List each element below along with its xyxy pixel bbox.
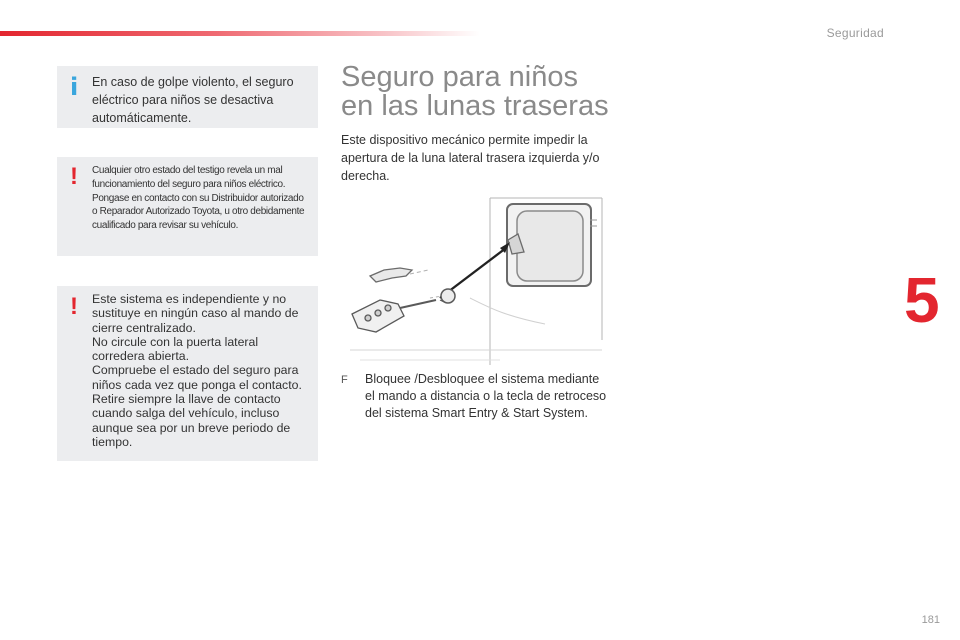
warning-note-system <box>57 286 318 461</box>
info-note-text: En caso de golpe violento, el seguro eléctrico para niños se desactiva automáticamente. <box>92 75 294 125</box>
warning-exclamation-icon: ! <box>70 293 78 320</box>
page-number: 181 <box>921 614 940 626</box>
warning-exclamation-icon: ! <box>70 163 78 190</box>
page-title: Seguro para niños en las lunas traseras <box>341 61 609 122</box>
intro-paragraph: Este dispositivo mecánico permite impedir la apertura de la luna lateral trasera izquierda y/o derecha. <box>341 133 600 183</box>
chapter-number: 5 <box>904 264 940 336</box>
section-title: Seguridad <box>826 26 884 40</box>
info-note <box>57 66 318 128</box>
rear-window-key-lock-illustration <box>340 190 605 365</box>
warning-note-text: Este sistema es independiente y no sustituye en ningún caso al mando de cierre centralizado. No circule con la puerta lateral corredera abierta. Compruebe el estado del seguro para niños cada vez que ponga el contacto. Retire siempre la llave de contacto cuando salga del vehículo, incluso aunque sea por un breve periodo de tiempo. <box>92 292 302 449</box>
step-text: Bloquee /Desbloquee el sistema mediante el mando a distancia o la tecla de retroceso del sistema Smart Entry & Start System. <box>365 372 607 420</box>
info-icon: i <box>70 73 79 101</box>
instruction-step <box>341 371 611 422</box>
step-bullet-icon: F <box>341 374 348 386</box>
header-accent-bar <box>0 31 480 36</box>
warning-note-warning-light <box>57 157 318 256</box>
warning-note-text: Cualquier otro estado del testigo revela un mal funcionamiento del seguro para niños eléctrico. Pongase en contacto con su Distribuidor autorizado o Reparador Autorizado Toyota, u otro debidamente cualificado para revisar su vehículo. <box>92 165 305 232</box>
